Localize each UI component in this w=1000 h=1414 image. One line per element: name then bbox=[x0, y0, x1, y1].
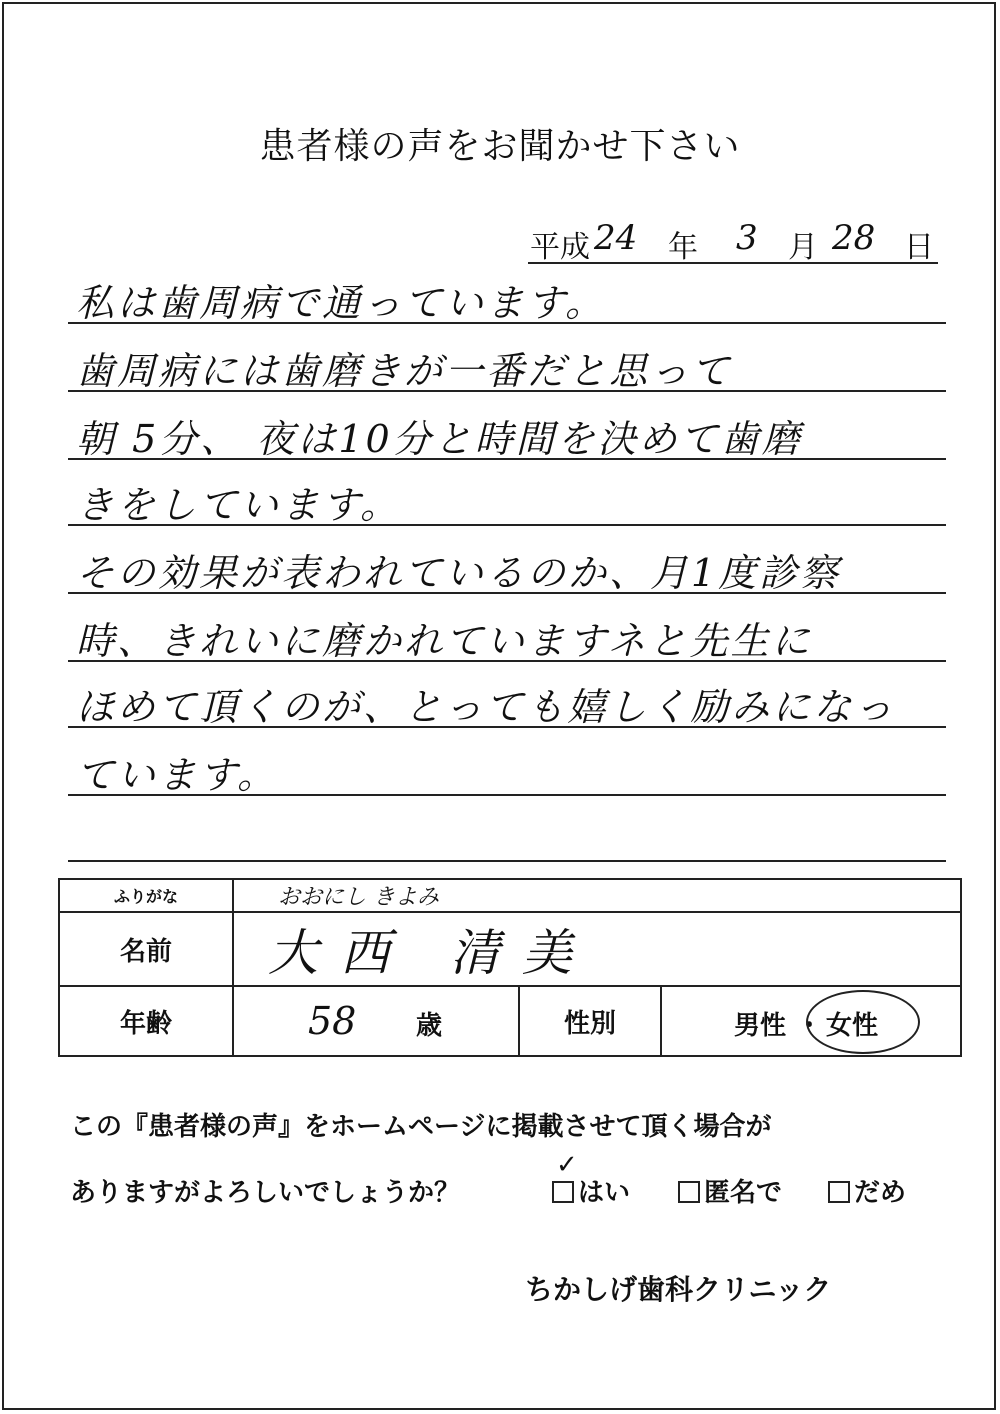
comment-line-6: 時、きれいに磨かれていますネと先生に bbox=[76, 619, 813, 663]
date-month-value: 3 bbox=[736, 218, 758, 258]
date-month-label: 月 bbox=[788, 230, 818, 265]
ruled-line bbox=[68, 860, 946, 862]
furigana-label: ふりがな bbox=[59, 879, 233, 912]
consent-option-no-label: だめ bbox=[854, 1178, 907, 1208]
gender-male: 男性 bbox=[734, 1011, 787, 1041]
checkbox-icon[interactable] bbox=[828, 1181, 850, 1203]
comment-line-3: 朝 5分、 夜は10分と時間を決めて歯磨 bbox=[76, 417, 803, 461]
gender-separator: ・ bbox=[796, 1011, 823, 1041]
age-unit: 歳 bbox=[416, 1011, 443, 1041]
comment-line-7: ほめて頂くのが、とっても嬉しく励みになっ bbox=[76, 685, 896, 729]
name-label: 名前 bbox=[59, 912, 233, 986]
age-label: 年齢 bbox=[59, 986, 233, 1056]
date-field bbox=[528, 218, 938, 264]
comment-line-1: 私は歯周病で通っています。 bbox=[76, 281, 606, 325]
date-year-value: 24 bbox=[594, 218, 638, 258]
consent-option-anonymous[interactable] bbox=[678, 1172, 782, 1209]
date-day-label: 日 bbox=[904, 230, 934, 265]
clinic-name: ちかしげ歯科クリニック bbox=[525, 1273, 832, 1306]
furigana-value: おおにし きよみ bbox=[233, 879, 961, 912]
selection-circle bbox=[806, 990, 920, 1054]
gender-female: 女性 bbox=[826, 1011, 879, 1041]
check-mark-icon: ✓ bbox=[556, 1150, 578, 1180]
age-cell bbox=[233, 986, 519, 1056]
consent-option-no[interactable] bbox=[828, 1172, 906, 1209]
checkbox-icon[interactable] bbox=[552, 1181, 574, 1203]
checkbox-icon[interactable] bbox=[678, 1181, 700, 1203]
comment-line-8: ています。 bbox=[76, 753, 278, 797]
comment-line-4: きをしています。 bbox=[76, 483, 401, 527]
consent-question-line-2: ありますがよろしいでしょうか？ bbox=[70, 1178, 461, 1208]
consent-option-yes-label: はい bbox=[578, 1178, 631, 1208]
comment-line-2: 歯周病には歯磨きが一番だと思って bbox=[76, 349, 733, 393]
date-year-label: 年 bbox=[668, 230, 698, 265]
form-title: 患者様の声をお聞かせ下さい bbox=[259, 126, 741, 167]
name-value: 大西 清美 bbox=[233, 912, 961, 986]
consent-question-line-1: この『患者様の声』をホームページに掲載させて頂く場合が bbox=[70, 1112, 772, 1142]
date-era: 平成 bbox=[530, 230, 590, 265]
gender-label: 性別 bbox=[519, 986, 661, 1056]
comment-line-5: その効果が表われているのか、月1度診察 bbox=[76, 551, 842, 595]
consent-option-anonymous-label: 匿名で bbox=[704, 1178, 783, 1208]
age-value: 58 bbox=[308, 999, 357, 1043]
date-day-value: 28 bbox=[832, 218, 876, 258]
